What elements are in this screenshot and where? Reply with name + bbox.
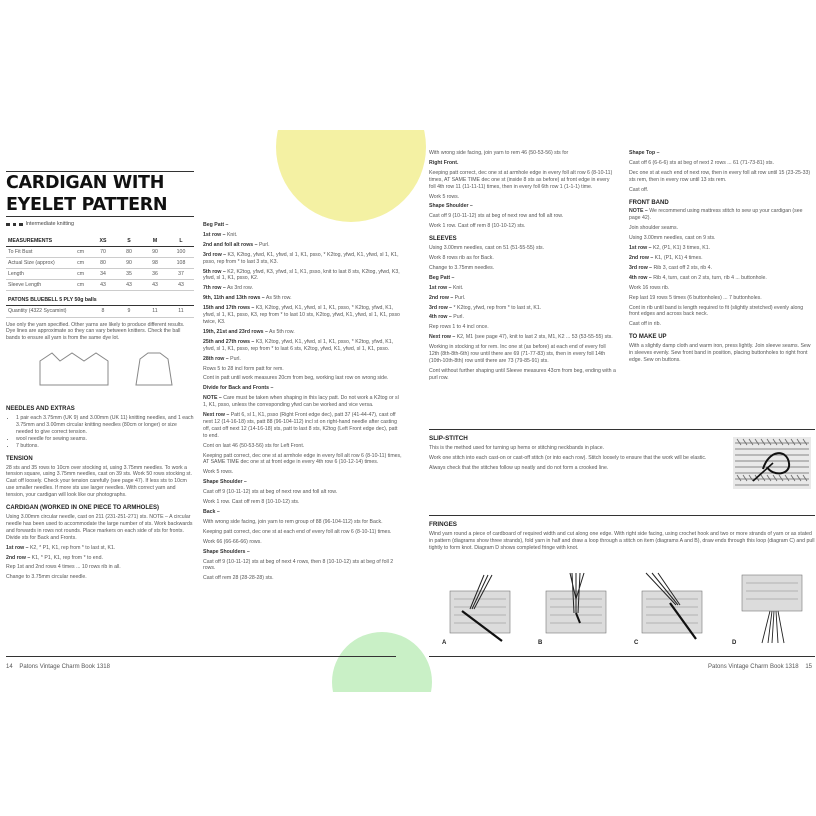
instruction-line (429, 334, 617, 341)
cell: 98 (142, 258, 168, 269)
instruction-line (629, 150, 814, 157)
instruction-text: As 5th row. (265, 295, 292, 302)
instruction-line (203, 329, 403, 336)
cell: 43 (116, 280, 142, 291)
instruction-line (629, 208, 814, 222)
instruction-label: 2nd and foll alt rows – (203, 241, 258, 248)
yarn-quantity-label: Quantity (4322 Sycamint) (6, 306, 90, 317)
cardigan-heading: CARDIGAN (WORKED IN ONE PIECE TO ARMHOLES) (6, 505, 160, 512)
instruction-text: Patt 6, sl 1, K1, psso (Right Front edge dec), patt 37 (41-44-47), cast off next 12 (14-16-18) sts, patt 88 (96-104-112) incl st on right-hand needle after casting off, cast off next 12 (14-16-18) sts, patt to last 8 sts, K2tog (Left Front edge dec), patt to end. (203, 412, 398, 439)
title-rule-bottom (6, 216, 194, 217)
skill-square-icon (6, 223, 10, 227)
instruction-label: 19th, 21st and 23rd rows – (203, 328, 268, 335)
instruction-text: Cast off. (629, 186, 649, 193)
cell: 36 (142, 269, 168, 280)
instruction-label: 2nd row – (629, 254, 654, 261)
instruction-line (629, 255, 814, 262)
yarn-heading: PATONS BLUEBELL 5 PLY 50g balls (6, 295, 194, 306)
cell: 43 (142, 280, 168, 291)
instruction-line (203, 489, 403, 496)
instruction-line (429, 150, 617, 157)
cell: Length (6, 269, 75, 280)
instruction-line (203, 295, 403, 302)
paragraph: Work one stitch into each cast-on or cast-off stitch (or into each row). Stitch loosely to ensure that the work will be elastic. (429, 455, 707, 462)
instruction-text: K2, M1 (see page 47), knit to last 2 sts, M1, K2 ... 53 (53-55-55) sts. (456, 334, 613, 341)
instruction-text: Work 5 rows. (203, 469, 234, 476)
instruction-line (6, 574, 194, 581)
cell: 9 (116, 306, 142, 317)
column-1 (6, 171, 194, 584)
instruction-label: 15th and 17th rows – (203, 305, 255, 312)
instruction-text: Keeping patt correct, dec one st at each end of every foll alt row 6 (8-10-11) times. (203, 528, 392, 535)
instruction-label: 7th row – (203, 285, 226, 292)
instruction-text: Change to 3.75mm circular needle. (6, 574, 87, 581)
instruction-text: Cast off in rib. (629, 321, 661, 328)
cardigan-text: Using 3.00mm circular needle, cast on 211 (231-251-271) sts. NOTE – A circular needle has been used to accommodate the large number of sts. Work backwards and forwards in rows not rounds. Place markers on each side of sts for fronts. Divide sts for Back and Fronts. (6, 513, 193, 541)
instruction-text: Join shoulder seams. (629, 225, 679, 232)
instruction-line (429, 203, 617, 210)
fringe-diagram-b (546, 573, 606, 633)
measurements-heading: MEASUREMENTS (6, 236, 75, 247)
instruction-line (203, 356, 403, 363)
section-heading: TO MAKE UP (629, 334, 667, 341)
instruction-text: Rib 3, cast off 2 sts, rib 4. (653, 264, 712, 271)
skill-square-icon (13, 223, 17, 227)
cell: 100 (168, 247, 194, 258)
instruction-line (203, 385, 403, 392)
fringes-text: Wind yarn round a piece of cardboard of required width and cut along one edge. With right side facing, using crochet hook and two or more strands of yarn or as stated in pattern (diagrams show three strands), fold yarn in half and draw a loop through a stitch on item (diagrams A and B), draw ends through this loop (diagram C) and pull tightly to form knot. Diagram D shows completed fringe with knot. (429, 531, 815, 552)
instruction-line (203, 539, 403, 546)
instruction-line (203, 222, 403, 229)
instruction-text: With a slightly damp cloth and warm iron, press lightly. Join sleeve seams. Sew in sleeves evenly. Sew front band in position, placing buttonholes to right front edge. Sew on buttons. (629, 343, 811, 363)
table-row (6, 247, 194, 258)
instruction-line (429, 194, 617, 201)
instruction-line (429, 170, 617, 191)
table-row (6, 258, 194, 269)
cell: 90 (142, 247, 168, 258)
instruction-line (6, 564, 194, 571)
instruction-label: Shape Shoulders – (203, 548, 250, 555)
instruction-label: 3rd row – (629, 264, 653, 271)
instruction-line (203, 549, 403, 556)
instruction-line (429, 275, 617, 282)
instruction-text: Using 3.00mm needles, cast on 51 (51-55-55) sts. (429, 245, 545, 252)
diagram-label: C (634, 640, 639, 646)
needles-heading: NEEDLES AND EXTRAS (6, 406, 75, 413)
instruction-line (203, 443, 403, 450)
instruction-label: NOTE – (203, 395, 222, 402)
cell: 90 (116, 258, 142, 269)
cell: 80 (116, 247, 142, 258)
instruction-text: With wrong side facing, join yarn to rem group of 88 (96-104-112) sts for Back. (203, 518, 383, 525)
column-2 (203, 222, 403, 585)
instruction-text: Knit. (452, 284, 464, 291)
instruction-line (429, 368, 617, 382)
instruction-line (629, 187, 814, 194)
instruction-line (203, 232, 403, 239)
footer-right (708, 664, 812, 670)
size-header: L (168, 236, 194, 247)
instruction-text: Knit. (226, 231, 238, 238)
table-row (6, 306, 194, 317)
instruction-text: Care must be taken when shaping in this lacy patt. Do not work a K2tog or sl 1, K1, psso, unless the corresponding yfwd can be worked and vice versa. (203, 395, 399, 409)
instruction-line (203, 529, 403, 536)
instruction-line (429, 265, 617, 272)
instruction-line (203, 242, 403, 249)
instruction-text: Work 1 row. Cast off rem 8 (10-10-12) sts. (203, 499, 300, 506)
section-heading: FRONT BAND (629, 199, 669, 206)
instruction-text: As 3rd row. (226, 285, 253, 292)
instruction-line (629, 170, 814, 184)
footer-right-text: Patons Vintage Charm Book 1318 (708, 664, 799, 670)
instruction-text: Rib 4, turn, cast on 2 sts, turn, rib 4 ... buttonhole. (653, 274, 767, 281)
instruction-text: K3, K2tog, yfwd, K1, yfwd, sl 1, K1, psso, * K2tog, yfwd, K1, yfwd, sl 1, K1, psso, K3, rep from * to last 10 sts, K2tog, yfwd, K1, yfwd, sl 1, K1, psso twice, K3. (203, 305, 400, 325)
instruction-label: Shape Top – (629, 150, 660, 156)
instruction-text: Cast off 6 (6-6-6) sts at beg of next 2 rows ... 61 (71-73-81) sts. (629, 159, 774, 166)
instruction-line (429, 255, 617, 262)
instruction-line (6, 555, 194, 562)
instruction-text: Work 8 rows rib as for Back. (429, 254, 494, 261)
instruction-line (629, 321, 814, 328)
instruction-text: Work 16 rows rib. (629, 284, 670, 291)
page-number-right: 15 (805, 664, 812, 670)
page-title: CARDIGAN WITH EYELET PATTERN (6, 173, 168, 215)
cell: 43 (168, 280, 194, 291)
needles-list (6, 415, 194, 450)
instruction-text: Cont on last 46 (50-53-56) sts for Left Front. (203, 442, 305, 449)
instruction-label: 1st row – (203, 231, 226, 238)
slip-stitch-text (429, 445, 719, 473)
column-4 (629, 150, 814, 367)
instruction-line (203, 366, 403, 373)
yarn-table (6, 295, 194, 317)
instruction-line (203, 339, 403, 353)
size-header: M (142, 236, 168, 247)
instruction-text: K2, * P1, K1, rep from * to last st, K1. (29, 544, 116, 551)
instruction-line (629, 343, 814, 364)
instruction-line (629, 305, 814, 319)
table-row (6, 269, 194, 280)
instruction-text: Work 1 row. Cast off rem 8 (10-10-12) sts. (429, 223, 526, 230)
instruction-line (629, 285, 814, 292)
instruction-label: 25th and 27th rows – (203, 338, 255, 345)
cell: Actual Size (approx) (6, 258, 75, 269)
instruction-text: K2, K2tog, yfwd, K3, yfwd, sl 1, K1, psso, knit to last 8 sts, K2tog, yfwd, K3, yfwd, sl 1, K1, psso, K2. (203, 268, 400, 282)
instruction-text: As 5th row. (269, 328, 295, 335)
paragraph: This is the method used for turning up hems or stitching neckbands in place. (429, 445, 605, 451)
instruction-label: 1st row – (429, 284, 452, 291)
footer-left-text: Patons Vintage Charm Book 1318 (19, 664, 110, 670)
instruction-label: 5th row – (203, 268, 226, 275)
instruction-label: Back – (203, 509, 220, 515)
measurements-table (6, 236, 194, 291)
instruction-text: Cast off rem 28 (28-28-28) sts. (203, 575, 274, 582)
instruction-text: Cast off 9 (10-11-12) sts at beg of next row and foll alt row. (429, 213, 564, 220)
list-item: • 1 pair each 3.75mm (UK 9) and 3.00mm (UK 11) knitting needles, and 1 each 3.75mm and 3.00mm circular knitting needles (80cm or longer) or size needed to give correct tension. (16, 415, 194, 436)
instruction-label: Right Front. (429, 159, 459, 166)
cell: cm (75, 258, 90, 269)
skill-level (6, 221, 194, 228)
instruction-line (203, 395, 403, 409)
instruction-label: 2nd row – (6, 554, 31, 561)
fringe-diagram-d (742, 575, 802, 643)
instruction-label: Beg Patt – (203, 222, 229, 228)
skill-level-text: Intermediate knitting (25, 221, 75, 227)
instruction-line (429, 324, 617, 331)
slip-stitch-illustration (733, 437, 811, 489)
instruction-line (429, 213, 617, 220)
unit-column (75, 236, 90, 247)
instruction-line (429, 314, 617, 321)
instruction-line (629, 265, 814, 272)
instruction-line (203, 269, 403, 283)
cell: 70 (90, 247, 116, 258)
tension-text: 28 sts and 35 rows to 10cm over stocking st, using 3.75mm needles. To work a tension square, using 3.75mm needles, cast on 39 sts. Work 50 rows stocking st. Cast off loosely. Check your tension carefully (see page 47). If less sts to 10cm use smaller needles. If more sts use larger needles. With correct yarn and tension, your cardigan will look like our photographs. (6, 464, 192, 499)
instruction-text: Keeping patt correct, dec one st at armhole edge in every foll alt row 6 (8-10-11) times, AT SAME TIME dec one st at front edge in every 4th row 6 (10-12-14) times. (203, 452, 402, 466)
instruction-text: K3, K2tog, yfwd, K1, yfwd, sl 1, K1, psso, * K2tog, yfwd, K1, yfwd, sl 1, K1, psso, rep from * to last 6 sts, K2tog, yfwd, K1, yfwd, sl 1, K1, psso. (203, 338, 394, 352)
diagram-label: D (732, 640, 737, 646)
footer-rule-left (6, 656, 396, 657)
instruction-line (203, 305, 403, 326)
instruction-text: With wrong side facing, join yarn to rem 46 (50-53-56) sts for (429, 150, 569, 156)
instruction-label: 4th row – (429, 314, 452, 321)
instruction-line (203, 575, 403, 582)
cell: 37 (168, 269, 194, 280)
footer-left (6, 664, 110, 670)
instruction-label: 1st row – (629, 245, 652, 252)
skill-square-icon (19, 223, 23, 227)
instruction-line (629, 245, 814, 252)
instruction-text: * K2tog, yfwd, rep from * to last st, K1. (453, 304, 542, 311)
instruction-line (629, 225, 814, 232)
instruction-label: Next row – (203, 412, 230, 419)
footer-rule-right (429, 656, 815, 657)
instruction-text: Work 5 rows. (429, 193, 460, 200)
instruction-text: K1, * P1, K1, rep from * to end. (31, 554, 103, 561)
instruction-text: Cont in patt until work measures 20cm from beg, working last row on wrong side. (203, 375, 389, 382)
instruction-line (203, 509, 403, 516)
list-item: • 7 buttons. (16, 443, 194, 450)
fringes-section (429, 515, 815, 553)
cell: cm (75, 269, 90, 280)
instruction-line (203, 469, 403, 476)
instruction-text: Purl. (258, 241, 270, 248)
slip-stitch-title: SLIP-STITCH (429, 435, 468, 442)
instruction-text: K2, (P1, K1) 3 times, K1. (652, 245, 711, 252)
instruction-label: 1st row – (6, 544, 29, 551)
instruction-line (203, 479, 403, 486)
fringe-diagram-a (450, 575, 510, 641)
instruction-label: 2nd row – (429, 294, 454, 301)
instruction-label: Beg Patt – (429, 274, 455, 281)
fringe-diagrams (432, 569, 812, 647)
instruction-text: K1, (P1, K1) 4 times. (654, 254, 703, 261)
instruction-text: Cast off 9 (10-11-12) sts at beg of next row and foll alt row. (203, 489, 338, 496)
list-item: • wool needle for sewing seams. (16, 436, 194, 443)
instruction-label: 4th row – (629, 274, 652, 281)
cell: To Fit Bust (6, 247, 75, 258)
cell: cm (75, 247, 90, 258)
instruction-text: Rep 1st and 2nd rows 4 times ... 10 rows rib in all. (6, 564, 121, 571)
instruction-text: K3, K2tog, yfwd, K1, yfwd, sl 1, K1, psso, * K2tog, yfwd, K1, yfwd, sl 1, K1, psso, rep from * to last 3 sts, K3. (203, 251, 399, 265)
cell: 80 (90, 258, 116, 269)
diagram-label: B (538, 640, 543, 646)
instruction-label: 3rd row – (429, 304, 453, 311)
instruction-line (203, 375, 403, 382)
cell: 34 (90, 269, 116, 280)
table-row (6, 280, 194, 291)
instruction-line (629, 235, 814, 242)
instruction-text: Purl. (453, 314, 464, 321)
fringes-title: FRINGES (429, 521, 457, 528)
instruction-line (429, 285, 617, 292)
size-header: XS (90, 236, 116, 247)
instruction-label: Next row – (429, 334, 456, 341)
instruction-text: Using 3.00mm needles, cast on 9 sts. (629, 235, 716, 242)
instruction-line (629, 295, 814, 302)
instruction-line (629, 160, 814, 167)
instruction-label: Divide for Back and Fronts – (203, 385, 274, 392)
fringe-diagram-c (642, 573, 702, 639)
instruction-label: NOTE – (629, 208, 648, 215)
cell: 35 (116, 269, 142, 280)
instruction-line (629, 275, 814, 282)
instruction-line (203, 412, 403, 440)
instruction-line (429, 295, 617, 302)
instruction-line (203, 453, 403, 467)
instruction-text: Work 66 (66-66-66) rows. (203, 538, 262, 545)
instruction-text: Cast off 9 (10-11-12) sts at beg of next 4 rows, then 8 (10-10-12) sts at beg of foll 2 rows. (203, 558, 394, 572)
instruction-text: Cont without further shaping until Sleeve measures 43cm from beg, ending with a purl row. (429, 367, 616, 381)
diagram-label: A (442, 640, 447, 646)
instruction-label: 28th row – (203, 355, 229, 362)
cell: 108 (168, 258, 194, 269)
instruction-line (429, 344, 617, 365)
page-number-left: 14 (6, 664, 13, 670)
section-rule (429, 515, 815, 516)
instruction-text: Dec one st at each end of next row, then in every foll alt row until 15 (23-25-33) sts rem, then in every row until 13 sts rem. (629, 169, 811, 183)
instruction-line (429, 245, 617, 252)
instruction-label: Shape Shoulder – (429, 203, 473, 210)
cell: 11 (168, 306, 194, 317)
instruction-text: Rows 5 to 28 incl form patt for rem. (203, 365, 284, 372)
instruction-line (429, 305, 617, 312)
instruction-line (6, 545, 194, 552)
column-3 (429, 150, 617, 385)
instruction-line (203, 559, 403, 573)
instruction-text: Rep last 19 rows 5 times (6 buttonholes) ... 7 buttonholes. (629, 294, 762, 301)
instruction-line (429, 223, 617, 230)
size-header: S (116, 236, 142, 247)
instruction-label: Shape Shoulder – (203, 479, 247, 486)
section-rule (429, 429, 815, 430)
instruction-line (203, 285, 403, 292)
instruction-text: Purl. (230, 355, 241, 362)
instruction-line (429, 160, 617, 167)
instruction-text: Rep rows 1 to 4 incl once. (429, 324, 489, 331)
cell: 8 (90, 306, 116, 317)
cell: 43 (90, 280, 116, 291)
instruction-line (203, 252, 403, 266)
section-heading: SLEEVES (429, 236, 457, 243)
instruction-text: Working in stocking st for rem. Inc one st (as before) at each end of every foll 12th (8th-8th-6th) row until there are 69 (71-77-83) sts, then in every foll 14th (10th-10th-8th) row until there are 73 (79-85-91) sts. (429, 344, 606, 364)
instruction-label: 3rd row – (203, 251, 227, 258)
instruction-text: Cont in rib until band is length required to fit (slightly stretched) evenly along front edges and across back neck. (629, 304, 804, 318)
instruction-line (203, 519, 403, 526)
instruction-text: Keeping patt correct, dec one st at armhole edge in every foll alt row 6 (8-10-11) times, AT SAME TIME dec one st (inside 8 sts as before) at front edge in every foll 4th row 11 (11-11-11) times, then in every foll 6th row 1 (1-1-1) time. (429, 169, 613, 190)
size-note: Use only the yarn specified. Other yarns are likely to produce different results. Dye lines are approximate so they can vary between knitters. Check the ball bands to ensure all yarn is from the same dye lot. (6, 321, 185, 342)
cell: 11 (142, 306, 168, 317)
cell: Sleeve Length (6, 280, 75, 291)
instruction-text: Purl. (454, 294, 466, 301)
cell: cm (75, 280, 90, 291)
instruction-line (203, 499, 403, 506)
paragraph: Always check that the stitches follow up neatly and do not form a crooked line. (429, 465, 609, 472)
instruction-text: Change to 3.75mm needles. (429, 264, 495, 271)
instruction-text: We recommend using mattress stitch to sew up your cardigan (see page 42). (629, 208, 803, 222)
tension-heading: TENSION (6, 455, 33, 462)
garment-schematic (36, 351, 181, 389)
instruction-label: 9th, 11th and 13th rows – (203, 295, 265, 302)
